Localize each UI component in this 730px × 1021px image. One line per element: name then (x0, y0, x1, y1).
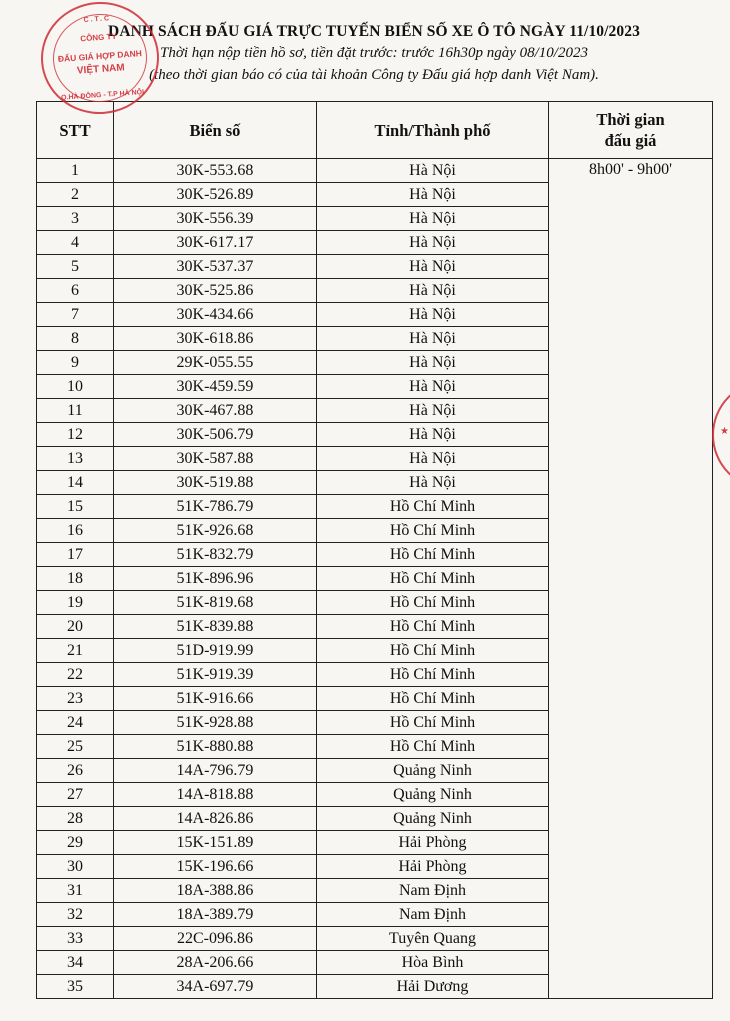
row-stt: 32 (37, 903, 114, 927)
seal-line-2: ĐẤU GIÁ HỢP DANH (57, 48, 143, 64)
row-stt: 15 (37, 495, 114, 519)
document-page (36, 0, 712, 1021)
row-city: Hồ Chí Minh (317, 591, 549, 615)
row-city: Hồ Chí Minh (317, 615, 549, 639)
row-city: Hồ Chí Minh (317, 663, 549, 687)
partial-seal-edge (712, 380, 730, 490)
row-city: Hà Nội (317, 471, 549, 495)
deadline-note: Thời hạn nộp tiền hồ sơ, tiền đặt trước: trước 16h30p ngày 08/10/2023 (160, 45, 588, 61)
row-stt: 2 (37, 183, 114, 207)
row-stt: 28 (37, 807, 114, 831)
row-city: Hồ Chí Minh (317, 687, 549, 711)
row-stt: 35 (37, 975, 114, 999)
row-stt: 33 (37, 927, 114, 951)
row-city: Hòa Bình (317, 951, 549, 975)
row-city: Hồ Chí Minh (317, 735, 549, 759)
row-stt: 14 (37, 471, 114, 495)
table-row (37, 159, 713, 183)
row-city: Hồ Chí Minh (317, 711, 549, 735)
row-stt: 3 (37, 207, 114, 231)
row-plate: 51K-880.88 (114, 735, 317, 759)
row-stt: 24 (37, 711, 114, 735)
row-stt: 23 (37, 687, 114, 711)
header-plate: Biển số (114, 102, 317, 159)
row-plate: 51K-839.88 (114, 615, 317, 639)
row-city: Hải Phòng (317, 831, 549, 855)
row-city: Hà Nội (317, 279, 549, 303)
row-city: Hà Nội (317, 255, 549, 279)
row-city: Hà Nội (317, 183, 549, 207)
row-plate: 30K-537.37 (114, 255, 317, 279)
row-stt: 8 (37, 327, 114, 351)
row-stt: 31 (37, 879, 114, 903)
row-plate: 51K-819.68 (114, 591, 317, 615)
row-plate: 14A-796.79 (114, 759, 317, 783)
row-plate: 51K-928.88 (114, 711, 317, 735)
row-stt: 22 (37, 663, 114, 687)
row-plate: 51K-896.96 (114, 567, 317, 591)
row-stt: 10 (37, 375, 114, 399)
row-plate: 14A-818.88 (114, 783, 317, 807)
header-time (549, 102, 713, 159)
row-city: Hải Dương (317, 975, 549, 999)
row-stt: 1 (37, 159, 114, 183)
row-city: Quảng Ninh (317, 783, 549, 807)
plate-auction-table (36, 101, 713, 999)
row-plate: 30K-618.86 (114, 327, 317, 351)
deadline-note-detail: (theo thời gian báo có của tài khoản Công ty Đấu giá hợp danh Việt Nam). (149, 67, 599, 83)
row-city: Quảng Ninh (317, 807, 549, 831)
row-stt: 5 (37, 255, 114, 279)
seal-top-text: C.T.C (83, 15, 112, 25)
row-plate: 51D-919.99 (114, 639, 317, 663)
row-plate: 51K-832.79 (114, 543, 317, 567)
row-plate: 51K-786.79 (114, 495, 317, 519)
row-plate: 30K-617.17 (114, 231, 317, 255)
row-city: Hà Nội (317, 207, 549, 231)
row-plate: 30K-506.79 (114, 423, 317, 447)
row-plate: 30K-556.39 (114, 207, 317, 231)
row-plate: 30K-459.59 (114, 375, 317, 399)
row-plate: 15K-151.89 (114, 831, 317, 855)
seal-bottom-text: Q.HÀ ĐÔNG - T.P HÀ NỘI (60, 89, 145, 102)
row-stt: 25 (37, 735, 114, 759)
row-city: Hà Nội (317, 231, 549, 255)
row-plate: 30K-553.68 (114, 159, 317, 183)
row-plate: 30K-434.66 (114, 303, 317, 327)
row-city: Hà Nội (317, 375, 549, 399)
row-plate: 14A-826.86 (114, 807, 317, 831)
row-stt: 13 (37, 447, 114, 471)
header-city: Tỉnh/Thành phố (317, 102, 549, 159)
row-stt: 17 (37, 543, 114, 567)
header-time-label: Thời gian đấu giá (596, 110, 665, 150)
row-city: Hà Nội (317, 159, 549, 183)
row-city: Hồ Chí Minh (317, 495, 549, 519)
row-plate: 30K-525.86 (114, 279, 317, 303)
row-plate: 51K-919.39 (114, 663, 317, 687)
star-icon: ★ (720, 426, 729, 437)
document-title: DANH SÁCH ĐẤU GIÁ TRỰC TUYẾN BIỂN SỐ XE Ô TÔ NGÀY 11/10/2023 (108, 23, 640, 40)
row-plate: 51K-916.66 (114, 687, 317, 711)
row-city: Hà Nội (317, 423, 549, 447)
seal-line-1: CÔNG TY (80, 31, 118, 44)
row-city: Quảng Ninh (317, 759, 549, 783)
row-stt: 11 (37, 399, 114, 423)
row-plate: 30K-526.89 (114, 183, 317, 207)
row-stt: 30 (37, 855, 114, 879)
row-city: Tuyên Quang (317, 927, 549, 951)
time-slot: 8h00' - 9h00' (588, 161, 673, 178)
row-city: Hà Nội (317, 351, 549, 375)
row-plate: 18A-388.86 (114, 879, 317, 903)
row-time-slot-cell (549, 159, 713, 999)
row-city: Hải Phòng (317, 855, 549, 879)
row-city: Nam Định (317, 903, 549, 927)
row-stt: 7 (37, 303, 114, 327)
row-city: Hồ Chí Minh (317, 567, 549, 591)
row-stt: 6 (37, 279, 114, 303)
row-plate: 29K-055.55 (114, 351, 317, 375)
row-stt: 27 (37, 783, 114, 807)
row-city: Hà Nội (317, 447, 549, 471)
row-city: Hồ Chí Minh (317, 543, 549, 567)
row-stt: 12 (37, 423, 114, 447)
row-city: Hà Nội (317, 399, 549, 423)
row-city: Hồ Chí Minh (317, 639, 549, 663)
row-stt: 4 (37, 231, 114, 255)
row-city: Nam Định (317, 879, 549, 903)
row-plate: 15K-196.66 (114, 855, 317, 879)
row-stt: 26 (37, 759, 114, 783)
row-city: Hà Nội (317, 303, 549, 327)
row-plate: 28A-206.66 (114, 951, 317, 975)
row-stt: 20 (37, 615, 114, 639)
row-plate: 30K-519.88 (114, 471, 317, 495)
row-stt: 34 (37, 951, 114, 975)
row-stt: 19 (37, 591, 114, 615)
row-plate: 51K-926.68 (114, 519, 317, 543)
row-stt: 16 (37, 519, 114, 543)
table-header-row (37, 102, 713, 159)
row-city: Hà Nội (317, 327, 549, 351)
row-plate: 30K-587.88 (114, 447, 317, 471)
header-stt: STT (37, 102, 114, 159)
row-plate: 30K-467.88 (114, 399, 317, 423)
seal-line-3: VIỆT NAM (76, 62, 126, 77)
row-stt: 29 (37, 831, 114, 855)
row-stt: 21 (37, 639, 114, 663)
row-stt: 18 (37, 567, 114, 591)
row-plate: 18A-389.79 (114, 903, 317, 927)
row-plate: 34A-697.79 (114, 975, 317, 999)
row-stt: 9 (37, 351, 114, 375)
row-city: Hồ Chí Minh (317, 519, 549, 543)
row-plate: 22C-096.86 (114, 927, 317, 951)
